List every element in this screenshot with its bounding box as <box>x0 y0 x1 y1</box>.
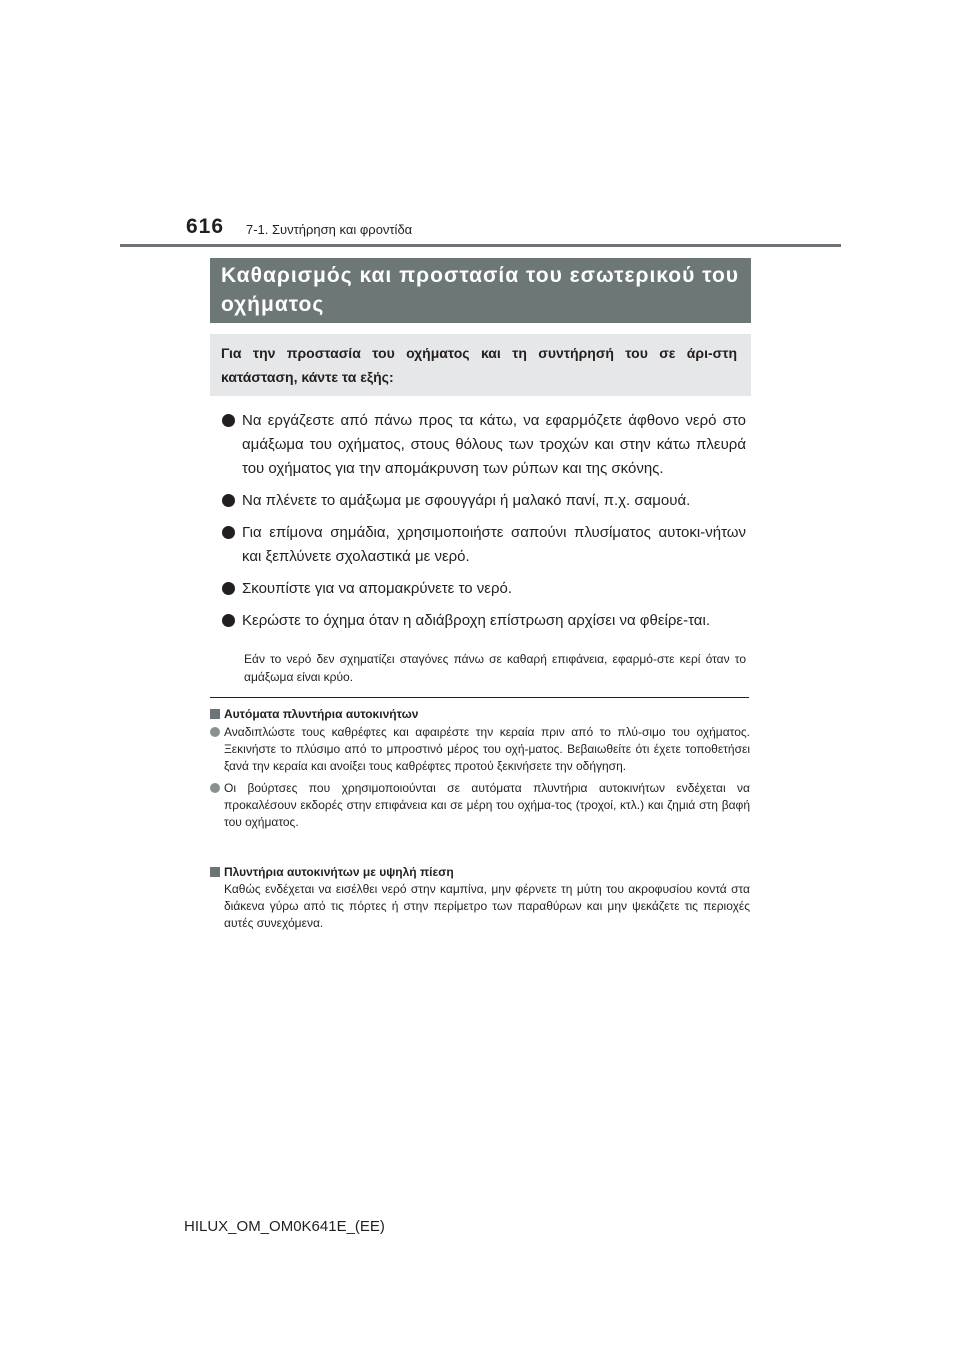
intro-box: Για την προστασία του οχήματος και τη συντήρησή του σε άρι-στη κατάσταση, κάντε τα εξής: <box>210 334 751 396</box>
section-heading: Αυτόματα πλυντήρια αυτοκινήτων <box>210 706 750 723</box>
bullet-dot-icon <box>210 727 220 737</box>
wax-note: Εάν το νερό δεν σχηματίζει σταγόνες πάνω σε καθαρή επιφάνεια, εφαρμό-στε κερί όταν το αμάξωμα είναι κρύο. <box>244 652 746 684</box>
bullet-dot-icon <box>222 614 235 627</box>
list-item <box>222 577 746 601</box>
bullet-dot-icon <box>222 526 235 539</box>
bullet-dot-icon <box>222 414 235 427</box>
header-divider <box>120 244 841 247</box>
page-title: Καθαρισμός και προστασία του εσωτερικού του οχήματος <box>210 258 751 323</box>
section-heading: Πλυντήρια αυτοκινήτων με υψηλή πίεση <box>210 864 750 881</box>
bullet-dot-icon <box>222 582 235 595</box>
high-pressure-car-wash-section <box>210 864 750 932</box>
list-item-text: Για επίμονα σημάδια, χρησιμοποιήστε σαπούνι πλυσίματος αυτοκι-νήτων και ξεπλύνετε σχολαστικά με νερό. <box>242 524 746 565</box>
square-bullet-icon <box>210 709 220 719</box>
bullet-dot-icon <box>222 494 235 507</box>
section-breadcrumb: 7-1. Συντήρηση και φροντίδα <box>246 222 413 237</box>
section-text: Καθώς ενδέχεται να εισέλθει νερό στην καμπίνα, μην φέρνετε τη μύτη του ακροφυσίου κοντά στα διάκενα γύρω από τις πόρτες ή στην περίμετρο των παραθύρων και μην ψεκάζετε τις περιοχές αυτές συνεχόμενα. <box>224 882 750 930</box>
list-item-text: Κερώστε το όχημα όταν η αδιάβροχη επίστρωση αρχίσει να φθείρε-ται. <box>242 612 710 629</box>
bullet-dot-icon <box>210 783 220 793</box>
list-item <box>222 489 746 513</box>
list-item-text: Να εργάζεστε από πάνω προς τα κάτω, να εφαρμόζετε άφθονο νερό στο αμάξωμα του οχήματος, στους θόλους των τροχών και στην κάτω πλευρά του οχήματος για την απομάκρυνση των ρύπων και της σκόνης. <box>242 412 746 477</box>
section-divider <box>210 697 749 698</box>
square-bullet-icon <box>210 867 220 877</box>
list-item <box>222 609 746 633</box>
list-item-text: Να πλένετε το αμάξωμα με σφουγγάρι ή μαλακό πανί, π.χ. σαμουά. <box>242 492 691 509</box>
page-number: 616 <box>186 215 225 238</box>
list-item <box>222 521 746 569</box>
list-item: Οι βούρτσες που χρησιμοποιούνται σε αυτόματα πλυντήρια αυτοκινήτων ενδέχεται να προκαλέσουν εκδορές στην επιφάνεια και σε μέρη του οχήμα-τος (τροχοί, κτλ.) και ζημιά στη βαφή του οχήματος. <box>210 780 750 831</box>
list-item <box>222 409 746 481</box>
document-code: HILUX_OM_OM0K641E_(EE) <box>184 1218 385 1235</box>
automatic-car-wash-section <box>210 706 750 831</box>
list-item: Αναδιπλώστε τους καθρέφτες και αφαιρέστε την κεραία πριν από το πλύ-σιμο του οχήματος. Ξεκινήστε το πλύσιμο από το μπροστινό μέρος του οχή-ματος. Βεβαιωθείτε ότι έχετε τοποθετήσει ξανά την κεραία και ανοίξει τους καθρέφτες προτού ξεκινήσετε την οδήγηση. <box>210 724 750 775</box>
list-item-text: Σκουπίστε για να απομακρύνετε το νερό. <box>242 580 512 597</box>
bullet-list <box>222 409 746 641</box>
